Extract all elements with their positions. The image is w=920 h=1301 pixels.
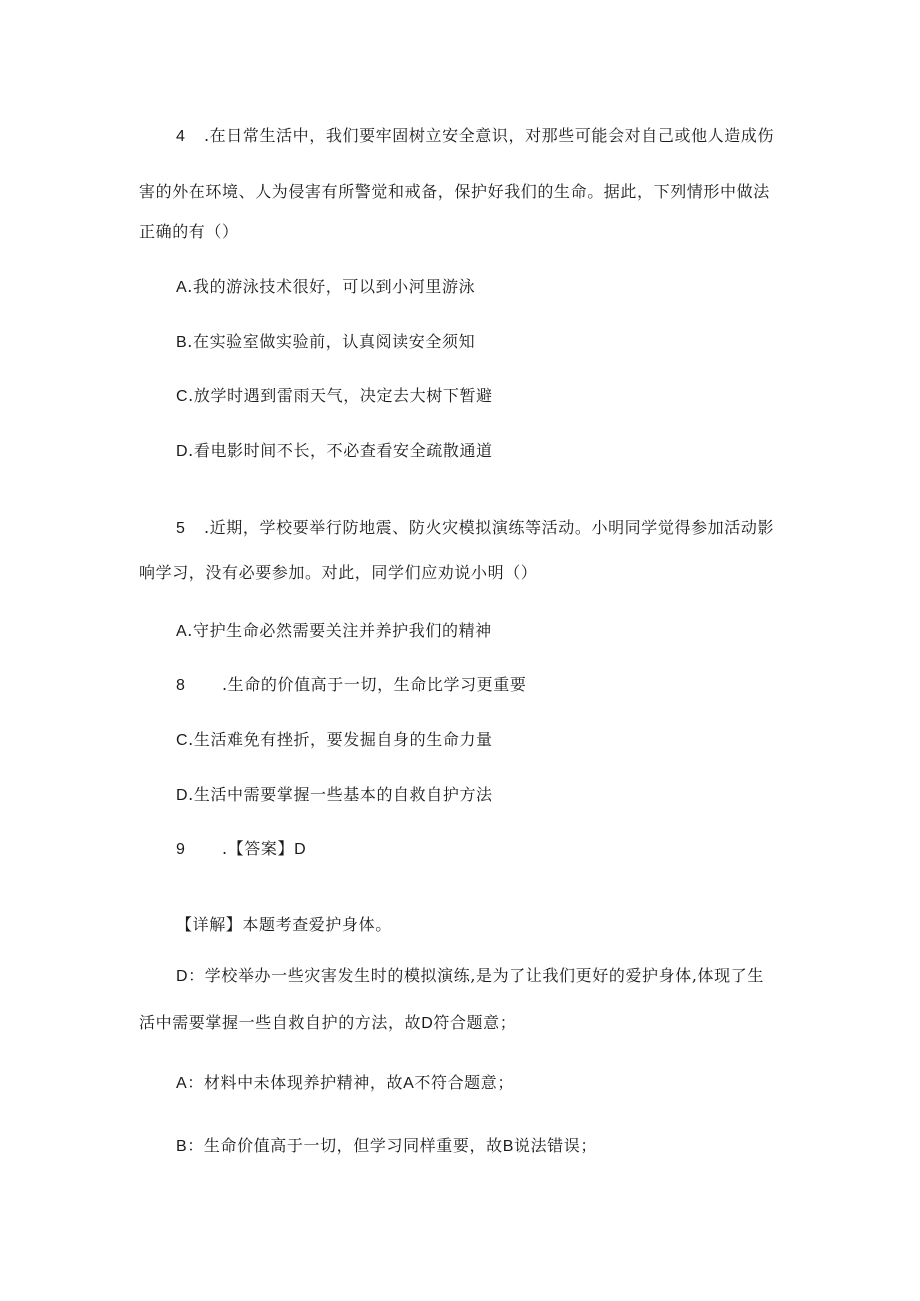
explanation-b-line [176, 1136, 597, 1157]
q5-option-d [176, 785, 493, 806]
q5-option-b-text: .生命的价值高于一切，生命比学习更重要 [222, 675, 527, 694]
explanation-d-line-2 [139, 1013, 516, 1034]
answer-line [176, 839, 306, 860]
answer-label: .【答案】 [222, 839, 295, 858]
q5-option-c [176, 730, 493, 751]
q4-line-3: 正确的有（） [139, 222, 239, 241]
explanation-d-letter: D [421, 1015, 434, 1032]
q4-line-1 [176, 126, 774, 147]
explanation-title: 【详解】本题考查爱护身体。 [176, 915, 392, 934]
q4-option-d [176, 441, 493, 462]
explanation-d-prefix: D [176, 968, 189, 985]
q4-option-b-text: .在实验室做实验前，认真阅读安全须知 [187, 332, 476, 351]
q4-number: 4 [176, 128, 186, 145]
explanation-b-text-b: 说法错误； [513, 1136, 597, 1155]
explanation-d-text-2a: 活中需要掌握一些自救自护的方法，故 [139, 1013, 422, 1032]
q4-option-d-text: .看电影时间不长，不必查看安全疏散通道 [188, 441, 493, 460]
explanation-a-letter: A [403, 1075, 415, 1092]
explanation-a-text-b: 不符合题意； [414, 1073, 514, 1092]
q5-line-2: 响学习，没有必要参加。对此，同学们应劝说小明（） [139, 563, 538, 582]
q5-option-a [176, 621, 492, 642]
q5-option-a-letter: A [176, 623, 188, 640]
q5-option-a-text: .守护生命必然需要关注并养护我们的精神 [187, 621, 492, 640]
explanation-d-line-1 [176, 966, 764, 987]
q4-option-a-letter: A [176, 279, 188, 296]
q4-option-a-text: .我的游泳技术很好，可以到小河里游泳 [187, 277, 476, 296]
q4-option-b-letter: B [176, 334, 188, 351]
q4-option-c-letter: C [176, 388, 189, 405]
explanation-d-text-1: ：学校举办一些灾害发生时的模拟演练,是为了让我们更好的爱护身体,体现了生 [188, 966, 764, 985]
q5-number: 5 [176, 520, 186, 537]
q5-option-d-letter: D [176, 787, 189, 804]
q4-option-a [176, 277, 475, 298]
answer-value: D [294, 841, 307, 858]
q5-line-1 [176, 518, 774, 539]
explanation-a-prefix: A [176, 1075, 188, 1092]
q4-text-line-1: .在日常生活中，我们要牢固树立安全意识，对那些可能会对自己或他人造成伤 [204, 126, 775, 145]
q5-option-c-text: .生活难免有挫折，要发掘自身的生命力量 [188, 730, 493, 749]
explanation-d-text-2b: 符合题意； [433, 1013, 517, 1032]
explanation-b-prefix: B [176, 1138, 188, 1155]
explanation-b-letter: B [502, 1138, 514, 1155]
q4-line-2: 害的外在环境、人为侵害有所警觉和戒备，保护好我们的生命。据此，下列情形中做法 [139, 182, 770, 201]
q5-text-line-1: .近期，学校要举行防地震、防火灾模拟演练等活动。小明同学觉得参加活动影 [204, 518, 775, 537]
q5-option-d-text: .生活中需要掌握一些基本的自救自护方法 [188, 785, 493, 804]
q5-option-c-letter: C [176, 732, 189, 749]
q4-option-c [176, 386, 493, 407]
explanation-a-line [176, 1073, 514, 1094]
answer-number: 9 [176, 841, 186, 858]
explanation-b-text-a: ：生命价值高于一切，但学习同样重要，故 [187, 1136, 503, 1155]
explanation-a-text-a: ：材料中未体现养护精神，故 [187, 1073, 404, 1092]
q5-option-b [176, 675, 527, 696]
q4-option-c-text: .放学时遇到雷雨天气，决定去大树下暂避 [188, 386, 493, 405]
q4-option-d-letter: D [176, 443, 189, 460]
q4-option-b [176, 332, 475, 353]
q5-option-b-number: 8 [176, 677, 186, 694]
